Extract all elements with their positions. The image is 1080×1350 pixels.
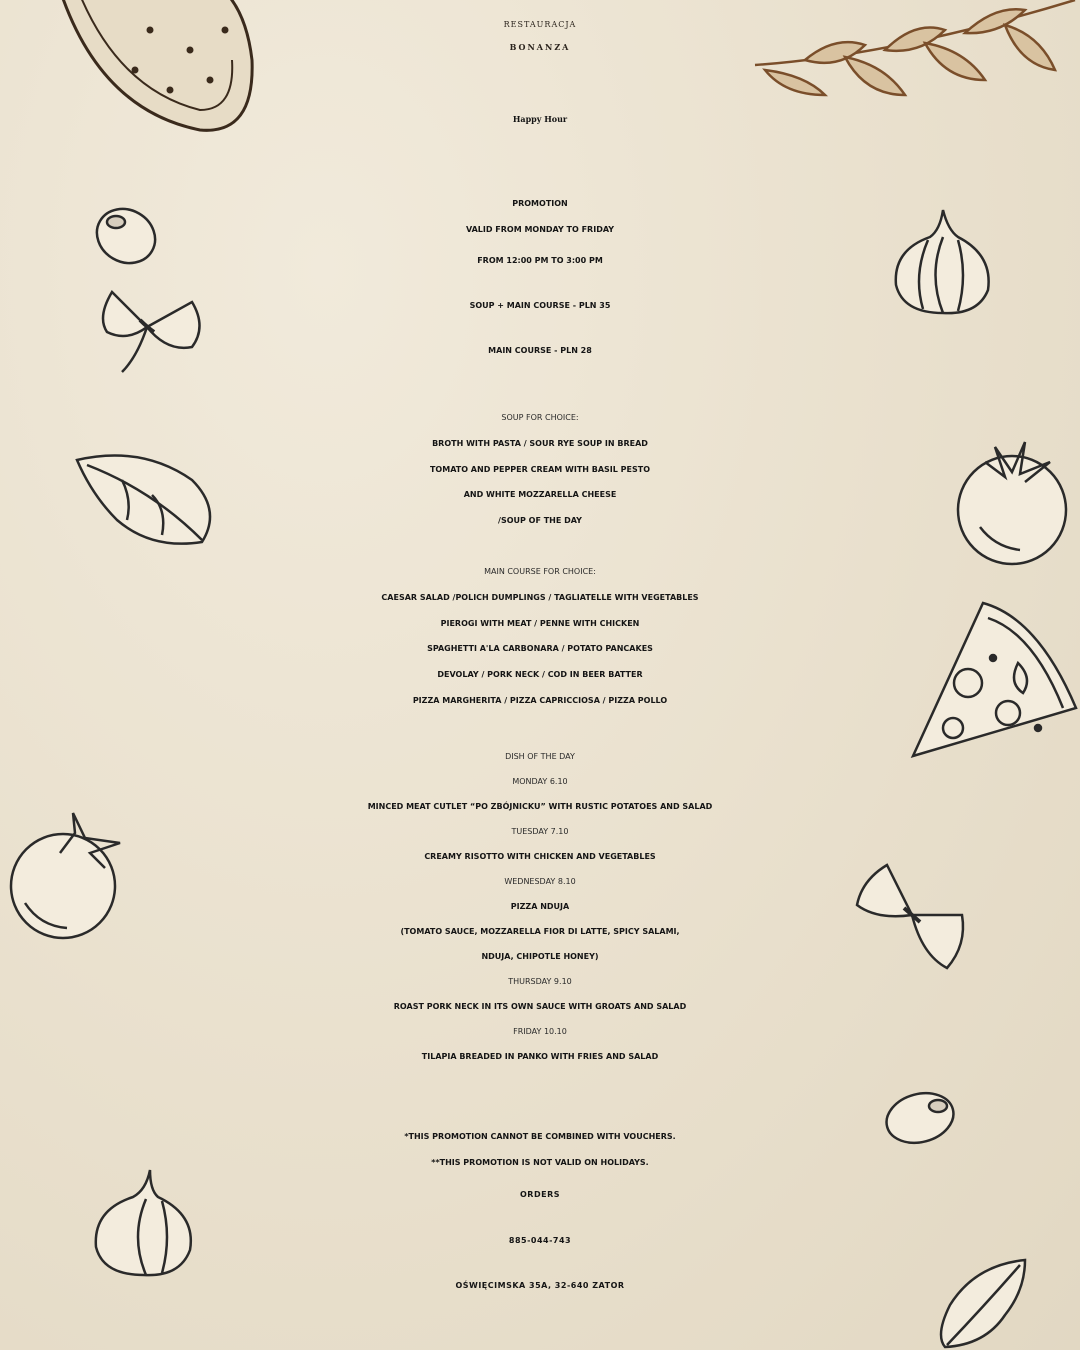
promo-valid: VALID FROM MONDAY TO FRIDAY <box>465 225 615 234</box>
day-label: THURSDAY 9.10 <box>508 977 572 986</box>
main-line: PIZZA MARGHERITA / PIZZA CAPRICCIOSA / PIZZA POLLO <box>412 696 668 705</box>
day-dish: MINCED MEAT CUTLET “PO ZBÓJNICKU” WITH RUSTIC POTATOES AND SALAD <box>367 802 713 811</box>
day-dish: NDUJA, CHIPOTLE HONEY) <box>481 952 599 961</box>
promo-offer-1: SOUP + MAIN COURSE - PLN 35 <box>469 301 611 310</box>
soup-line: /SOUP OF THE DAY <box>498 516 582 525</box>
day-label: TUESDAY 7.10 <box>511 827 569 836</box>
day-dish: ROAST PORK NECK IN ITS OWN SAUCE WITH GROATS AND SALAD <box>393 1002 687 1011</box>
brand-name: BONANZA <box>509 42 571 52</box>
main-line: CAESAR SALAD /POLICH DUMPLINGS / TAGLIATELLE WITH VEGETABLES <box>381 593 699 602</box>
day-dish: PIZZA NDUJA <box>510 902 570 911</box>
brand-top: RESTAURACJA <box>503 20 577 29</box>
daily-header: DISH OF THE DAY <box>505 752 575 761</box>
phone-number[interactable]: 885-044-743 <box>508 1236 572 1245</box>
promo-hours: FROM 12:00 PM TO 3:00 PM <box>477 256 603 265</box>
main-header: MAIN COURSE FOR CHOICE: <box>484 567 596 576</box>
soup-line: AND WHITE MOZZARELLA CHEESE <box>463 490 617 499</box>
day-label: WEDNESDAY 8.10 <box>504 877 576 886</box>
promo-label: PROMOTION <box>512 199 568 208</box>
page-title: Happy Hour <box>512 114 568 124</box>
tomato-icon <box>950 432 1075 567</box>
soup-line: BROTH WITH PASTA / SOUR RYE SOUP IN BREAD <box>432 439 648 448</box>
promo-note: *THIS PROMOTION CANNOT BE COMBINED WITH VOUCHERS. <box>404 1132 676 1141</box>
basil-leaf-icon <box>935 1255 1030 1350</box>
soup-header: SOUP FOR CHOICE: <box>501 413 579 422</box>
main-line: PIEROGI WITH MEAT / PENNE WITH CHICKEN <box>440 619 640 628</box>
orders-label: ORDERS <box>520 1190 560 1199</box>
main-line: SPAGHETTI A'LA CARBONARA / POTATO PANCAKES <box>427 644 653 653</box>
main-line: DEVOLAY / PORK NECK / COD IN BEER BATTER <box>437 670 643 679</box>
day-dish: (TOMATO SAUCE, MOZZARELLA FIOR DI LATTE, SPICY SALAMI, <box>400 927 680 936</box>
day-dish: TILAPIA BREADED IN PANKO WITH FRIES AND SALAD <box>421 1052 659 1061</box>
day-dish: CREAMY RISOTTO WITH CHICKEN AND VEGETABLES <box>424 852 656 861</box>
address: OŚWIĘCIMSKA 35A, 32-640 ZATOR <box>455 1281 625 1290</box>
farfalle-pasta-icon <box>92 272 207 382</box>
promo-offer-2: MAIN COURSE - PLN 28 <box>488 346 592 355</box>
garlic-icon <box>88 1165 200 1280</box>
soup-line: TOMATO AND PEPPER CREAM WITH BASIL PESTO <box>429 465 651 474</box>
day-label: MONDAY 6.10 <box>512 777 568 786</box>
promo-note: **THIS PROMOTION IS NOT VALID ON HOLIDAYS. <box>431 1158 649 1167</box>
day-label: FRIDAY 10.10 <box>513 1027 567 1036</box>
